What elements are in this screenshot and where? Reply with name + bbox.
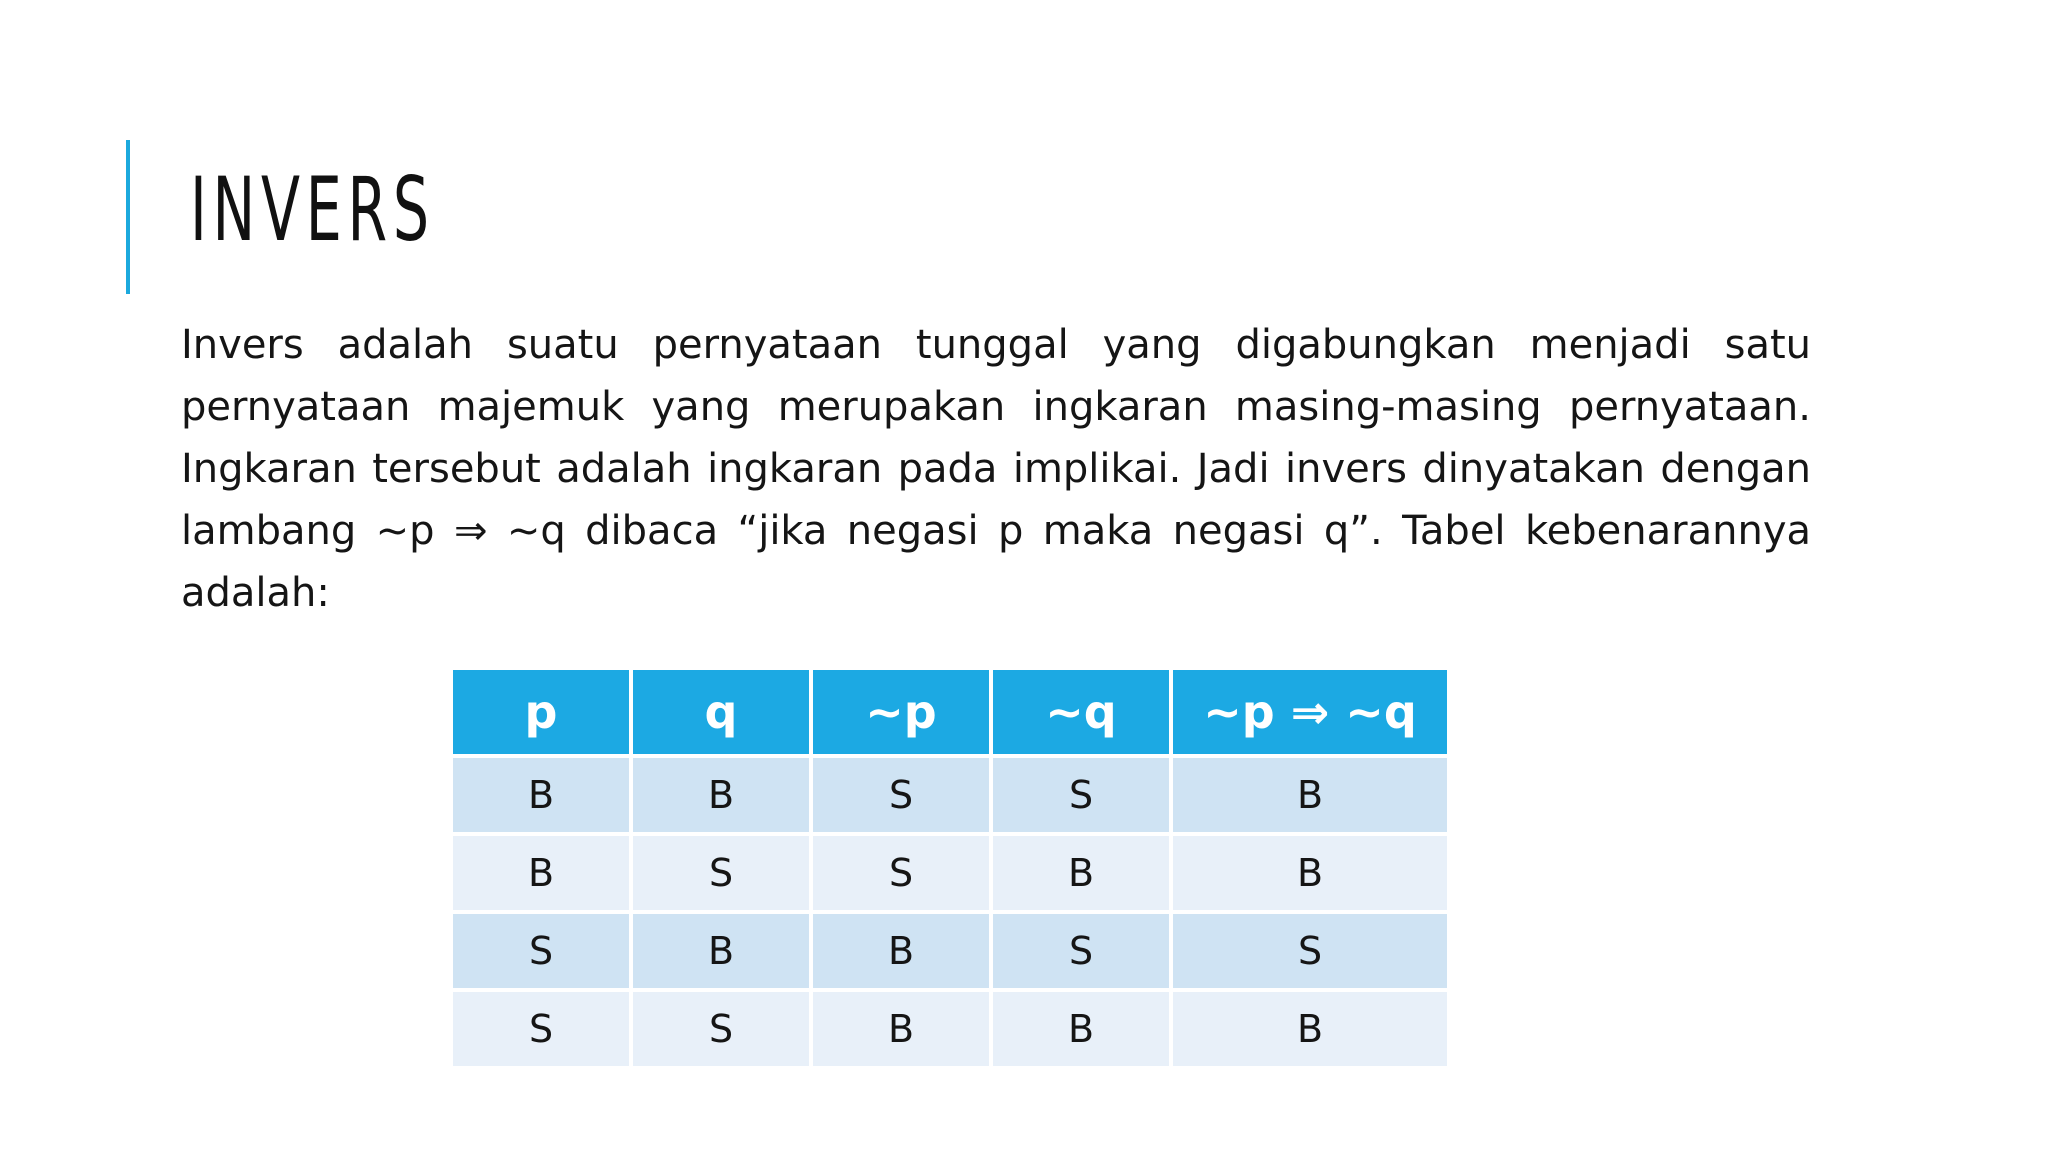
- table-cell: B: [1173, 836, 1447, 910]
- header-cell-q: q: [633, 670, 809, 754]
- header-cell-not-q: ~q: [993, 670, 1169, 754]
- slide-title: INVERS: [190, 158, 435, 261]
- table-cell: B: [633, 914, 809, 988]
- table-header-row: [453, 670, 1447, 754]
- header-cell-p: p: [453, 670, 629, 754]
- table-cell: S: [993, 758, 1169, 832]
- table-row: [453, 992, 1447, 1066]
- table-row: [453, 836, 1447, 910]
- table-row: [453, 914, 1447, 988]
- header-cell-implication: ~p ⇒ ~q: [1173, 670, 1447, 754]
- table-cell: B: [1173, 992, 1447, 1066]
- table-cell: B: [633, 758, 809, 832]
- table-cell: S: [453, 992, 629, 1066]
- table-cell: S: [993, 914, 1169, 988]
- table-cell: S: [1173, 914, 1447, 988]
- truth-table: [449, 666, 1451, 1070]
- table-cell: B: [813, 992, 989, 1066]
- title-accent-bar: [126, 140, 130, 294]
- table-cell: B: [993, 836, 1169, 910]
- table-cell: B: [453, 836, 629, 910]
- table-row: [453, 758, 1447, 832]
- table-cell: B: [1173, 758, 1447, 832]
- header-cell-not-p: ~p: [813, 670, 989, 754]
- table-cell: S: [813, 836, 989, 910]
- table-cell: B: [453, 758, 629, 832]
- table-cell: S: [453, 914, 629, 988]
- table-cell: S: [813, 758, 989, 832]
- table-cell: S: [633, 836, 809, 910]
- table-cell: S: [633, 992, 809, 1066]
- table-cell: B: [813, 914, 989, 988]
- table-cell: B: [993, 992, 1169, 1066]
- body-paragraph: Invers adalah suatu pernyataan tunggal yang digabungkan menjadi satu pernyataan majemuk yang merupakan ingkaran masing-masing pernyataan. Ingkaran tersebut adalah ingkaran pada implikai. Jadi invers dinyatakan dengan lambang ~p ⇒ ~q dibaca “jika negasi p maka negasi q”. Tabel kebenarannya adalah:: [181, 322, 1811, 616]
